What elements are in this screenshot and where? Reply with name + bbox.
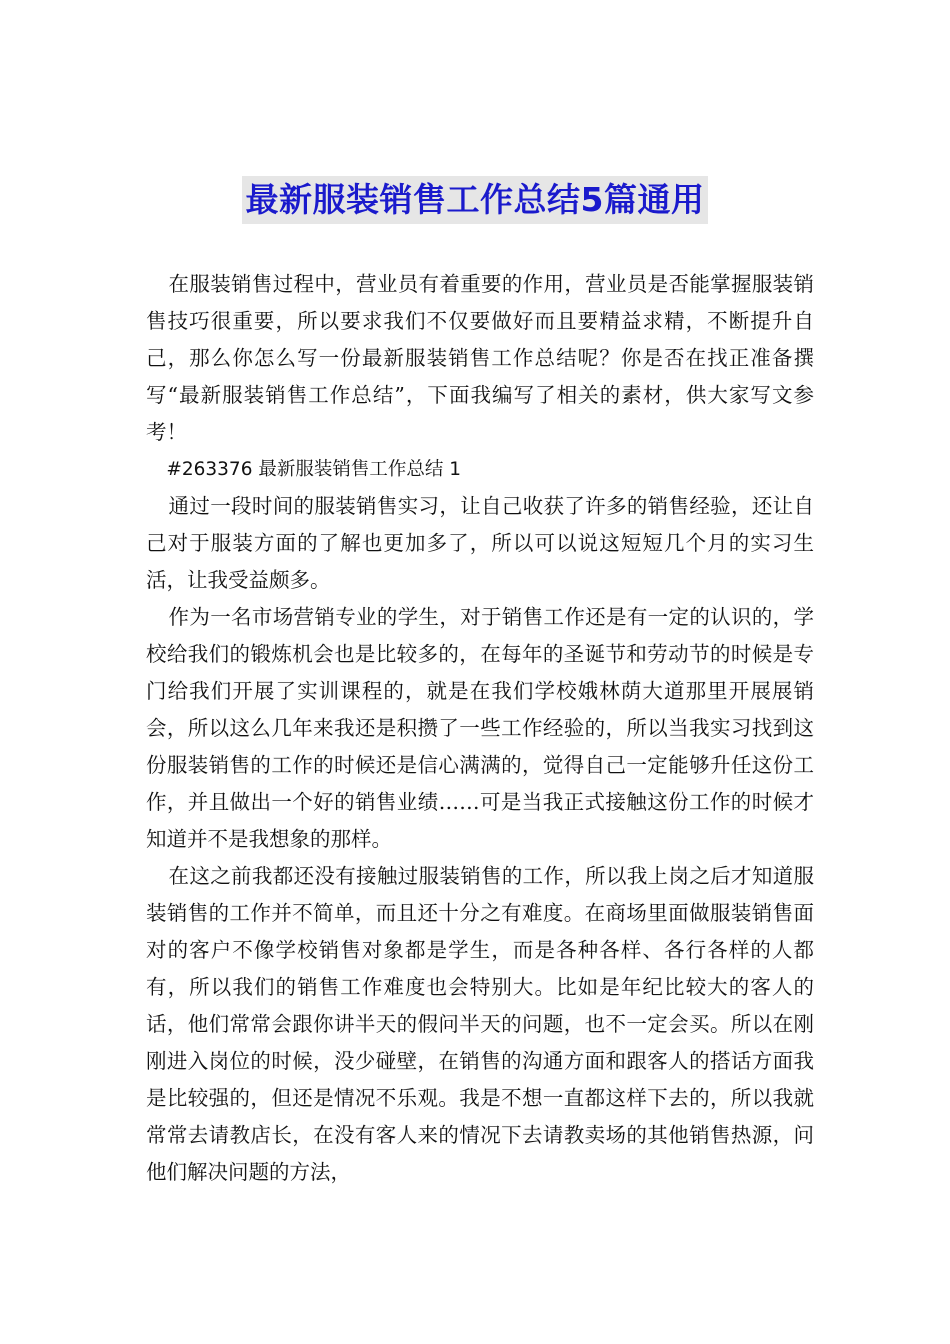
document-body bbox=[146, 266, 814, 1191]
body-paragraph: 作为一名市场营销专业的学生，对于销售工作还是有一定的认识的，学校给我们的锻炼机会也是比较多的，在每年的圣诞节和劳动节的时候是专门给我们开展了实训课程的，就是在我们学校娥林荫大道那里开展展销会，所以这么几年来我还是积攒了一些工作经验的，所以当我实习找到这份服装销售的工作的时候还是信心满满的，觉得自己一定能够升任这份工作，并且做出一个好的销售业绩……可是当我正式接触这份工作的时候才知道并不是我想象的那样。 bbox=[146, 605, 814, 851]
section-heading: #263376 最新服装销售工作总结 1 bbox=[166, 459, 461, 480]
intro-paragraph: 在服装销售过程中，营业员有着重要的作用，营业员是否能掌握服装销售技巧很重要，所以要求我们不仅要做好而且要精益求精，不断提升自己，那么你怎么写一份最新服装销售工作总结呢？你是否在找正准备撰写“最新服装销售工作总结”，下面我编写了相关的素材，供大家写文参考！ bbox=[146, 272, 814, 444]
document-title: 最新服装销售工作总结5篇通用 bbox=[242, 176, 709, 224]
title-container bbox=[0, 176, 950, 224]
body-paragraph: 通过一段时间的服装销售实习，让自己收获了许多的销售经验，还让自己对于服装方面的了解也更加多了，所以可以说这短短几个月的实习生活，让我受益颇多。 bbox=[146, 494, 814, 592]
body-paragraph: 在这之前我都还没有接触过服装销售的工作，所以我上岗之后才知道服装销售的工作并不简单，而且还十分之有难度。在商场里面做服装销售面对的客户不像学校销售对象都是学生，而是各种各样、各行各样的人都有，所以我们的销售工作难度也会特别大。比如是年纪比较大的客人的话，他们常常会跟你讲半天的假问半天的问题，也不一定会买。所以在刚刚进入岗位的时候，没少碰壁，在销售的沟通方面和跟客人的搭话方面我是比较强的，但还是情况不乐观。我是不想一直都这样下去的，所以我就常常去请教店长，在没有客人来的情况下去请教卖场的其他销售热源，问他们解决问题的方法， bbox=[146, 864, 814, 1184]
